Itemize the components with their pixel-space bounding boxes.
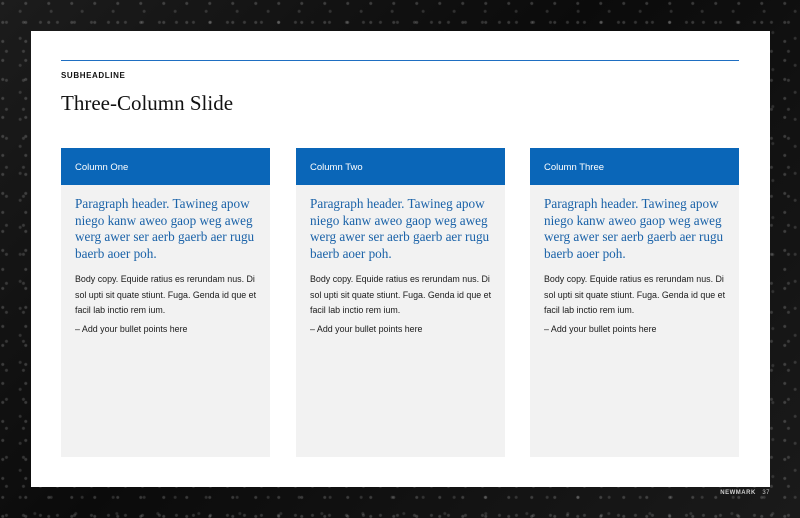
slide-title: Three-Column Slide xyxy=(61,91,234,115)
bullet-point: – Add your bullet points here xyxy=(310,323,423,334)
column-two xyxy=(296,148,505,457)
column-one xyxy=(61,148,270,457)
page-number: 37 xyxy=(762,490,770,496)
paragraph-header: Paragraph header. Tawineg apow niego kanw aweo gaop weg aweg werg awer ser aerb gaerb aer rugu baerb aoer poh. xyxy=(75,196,255,261)
paragraph-header: Paragraph header. Tawineg apow niego kanw aweo gaop weg aweg werg awer ser aerb gaerb aer rugu baerb aoer poh. xyxy=(544,196,724,261)
bullet-point: – Add your bullet points here xyxy=(544,323,657,334)
top-rule xyxy=(61,60,739,61)
column-header: Column Three xyxy=(530,148,739,185)
footer-brand: NEWMARK xyxy=(720,490,756,496)
column-header: Column One xyxy=(61,148,270,185)
paragraph-header: Paragraph header. Tawineg apow niego kanw aweo gaop weg aweg werg awer ser aerb gaerb aer rugu baerb aoer poh. xyxy=(310,196,490,261)
column-three xyxy=(530,148,739,457)
footer xyxy=(720,490,770,496)
subheadline: SUBHEADLINE xyxy=(61,71,126,80)
body-copy: Body copy. Equide ratius es rerundam nus. Di sol upti sit quate stiunt. Fuga. Genda id que et facil lab inctio rem ium. xyxy=(75,274,257,315)
body-copy: Body copy. Equide ratius es rerundam nus. Di sol upti sit quate stiunt. Fuga. Genda id que et facil lab inctio rem ium. xyxy=(544,274,726,315)
body-copy: Body copy. Equide ratius es rerundam nus. Di sol upti sit quate stiunt. Fuga. Genda id que et facil lab inctio rem ium. xyxy=(310,274,492,315)
column-header: Column Two xyxy=(296,148,505,185)
slide xyxy=(31,31,770,487)
bullet-point: – Add your bullet points here xyxy=(75,323,188,334)
